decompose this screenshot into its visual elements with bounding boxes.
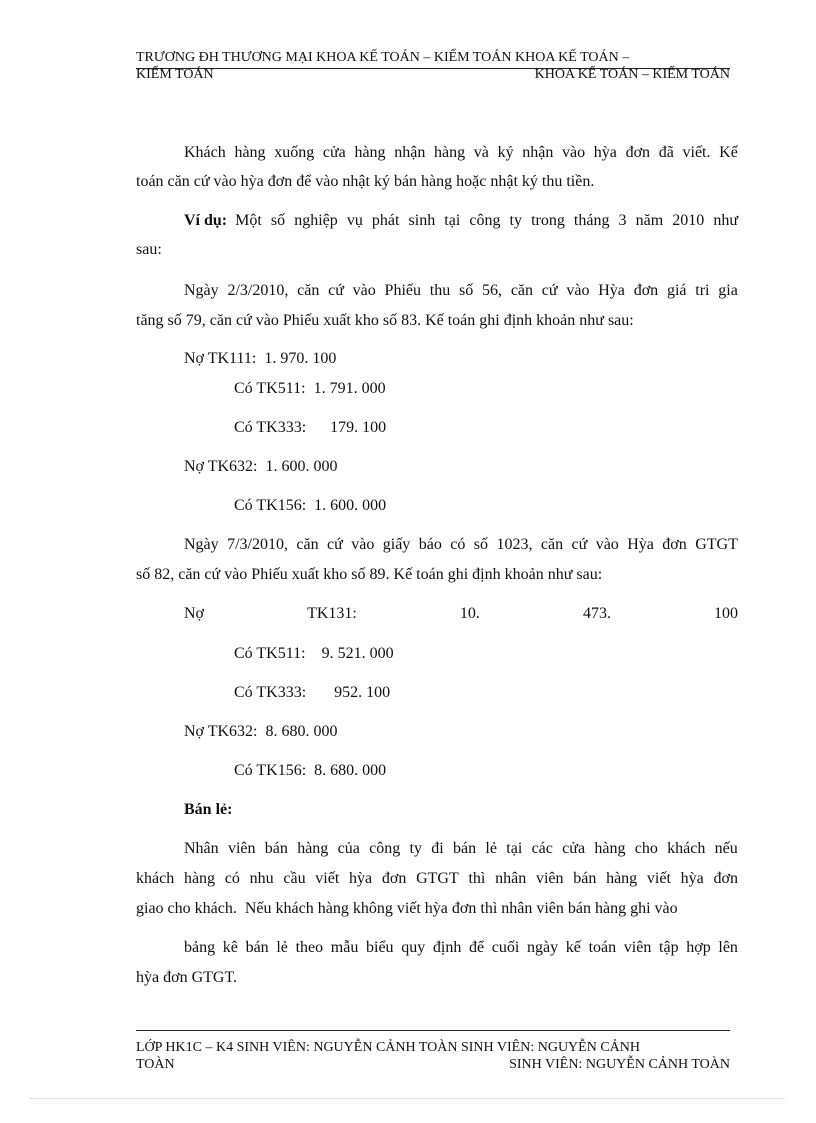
word: cầu (283, 870, 306, 887)
word: khách (667, 840, 706, 857)
word: ty (409, 840, 422, 857)
word: lên (718, 939, 738, 956)
word: bán (453, 840, 477, 857)
entry-2-debit-tk131 (184, 605, 738, 623)
footer-line-2-left: TOÀN (136, 1057, 175, 1072)
paragraph-3-line-1 (184, 536, 738, 554)
word: toán (588, 939, 617, 956)
word: vào (351, 536, 375, 553)
retail-line-1 (184, 840, 738, 858)
word: nhu (249, 870, 274, 887)
example-line-1 (184, 212, 738, 230)
word: các (531, 840, 553, 857)
word: năm (635, 212, 664, 229)
word: ký (497, 144, 514, 161)
word: 2/3/2010, (227, 282, 289, 299)
word: 56, (482, 282, 503, 299)
word: căn (296, 536, 319, 553)
entry-2-debit-tk632: Nợ TK632: 8. 680. 000 (184, 723, 338, 740)
word: nếu (714, 840, 738, 857)
word: 3 (618, 212, 627, 229)
entry-2-credit-tk156: Có TK156: 8. 680. 000 (234, 762, 387, 779)
footer-line-2 (136, 1057, 730, 1072)
word: gia (718, 282, 738, 299)
header-line-2-left: KIỂM TOÁN (136, 67, 214, 82)
word: viên (227, 840, 256, 857)
word: kê (222, 939, 238, 956)
word: GTGT (416, 870, 459, 887)
word: viên (623, 939, 652, 956)
word: hàng (297, 840, 329, 857)
word: đơn (662, 536, 687, 553)
example-text (235, 212, 738, 230)
retail-line-4 (184, 939, 738, 957)
word: hàng (234, 144, 266, 161)
word: có (450, 536, 466, 553)
word: đi (431, 840, 444, 857)
word: hàng (594, 840, 626, 857)
word: có (224, 870, 240, 887)
entry-1-debit-tk111: Nợ TK111: 1. 970. 100 (184, 350, 337, 367)
word: thu (429, 282, 451, 299)
word: cứ (328, 282, 344, 299)
header-line-1: TRƯƠNG ĐH THƯƠNG MẠI KHOA KẾ TOÁN – KIỂM TOÁN KHOA KẾ TOÁN – (136, 50, 630, 65)
word: Nợ (184, 605, 205, 622)
page-edge-dots (30, 1098, 786, 1099)
word: của (337, 840, 360, 857)
footer-rule (136, 1030, 730, 1031)
word: theo (295, 939, 324, 956)
word: nghiệp (294, 212, 338, 229)
word: viết (315, 870, 340, 887)
word: hàng (434, 144, 466, 161)
entry-2-credit-tk333: Có TK333: 952. 100 (234, 684, 391, 701)
entry-1-credit-tk333: Có TK333: 179. 100 (234, 419, 387, 436)
word: vào (595, 536, 619, 553)
word: tháng (573, 212, 610, 229)
word: đã (658, 144, 674, 161)
word: bán (264, 840, 288, 857)
word: Phiếu (384, 282, 421, 299)
word: vào (562, 144, 586, 161)
word: kế (565, 939, 581, 956)
word: hỳa (593, 144, 617, 161)
example-line-2: sau: (136, 241, 162, 258)
word: tại (506, 840, 523, 857)
word: viết. (682, 144, 711, 161)
entry-2-credit-tk511: Có TK511: 9. 521. 000 (234, 645, 394, 662)
word: định (432, 939, 462, 956)
word: xuống (274, 144, 315, 161)
word: Ngày (184, 282, 219, 299)
footer-line-2-right: SINH VIÊN: NGUYỄN CẢNH TOÀN (509, 1057, 730, 1072)
word: sinh (408, 212, 436, 229)
word: 10. (459, 605, 480, 622)
word: Khách (184, 144, 226, 161)
word: nhận (394, 144, 426, 161)
retail-heading: Bán lẻ: (184, 801, 233, 818)
word: công (369, 840, 401, 857)
example-label: Ví dụ: (184, 212, 228, 229)
paragraph-3-line-2: số 82, căn cứ vào Phiếu xuất kho số 89. Kế toán ghi định khoản như sau: (136, 566, 603, 583)
word: giá (666, 282, 687, 299)
paragraph-1-line-1 (184, 144, 738, 162)
word: vụ (346, 212, 363, 229)
word: quy (401, 939, 426, 956)
retail-line-5: hỳa đơn GTGT. (136, 969, 238, 986)
word: hỳa (349, 870, 373, 887)
word: Hỳa (598, 282, 625, 299)
word: Hỳa (627, 536, 654, 553)
word: hàng (354, 144, 386, 161)
word: trong (531, 212, 565, 229)
word: Một (235, 212, 262, 229)
word: GTGT (695, 536, 738, 553)
word: TK131: (307, 605, 357, 622)
word: căn (540, 536, 564, 553)
word: viên (535, 870, 564, 887)
word: 473. (582, 605, 611, 622)
word: số (459, 282, 474, 299)
word: hàng (606, 870, 638, 887)
entry-1-debit-tk632: Nợ TK632: 1. 600. 000 (184, 458, 338, 475)
word: và (473, 144, 489, 161)
word: để (469, 939, 485, 956)
word: căn (510, 282, 534, 299)
word: vào (352, 282, 376, 299)
paragraph-1-line-2: toán căn cứ vào hỳa đơn để vào nhật ký bán hàng hoặc nhật ký thu tiền. (136, 173, 595, 190)
word: cứ (541, 282, 558, 299)
word: khách (136, 870, 175, 887)
word: giấy (382, 536, 411, 553)
word: lẻ (276, 939, 288, 956)
word: báo (418, 536, 442, 553)
word: biểu (366, 939, 394, 956)
word: công (469, 212, 501, 229)
word: viết (646, 870, 671, 887)
word: 2010 (672, 212, 705, 229)
retail-line-3: giao cho khách. Nếu khách hàng không viết hỳa đơn thì nhân viên bán hàng ghi vào (136, 900, 678, 917)
word: nhân (495, 870, 527, 887)
footer-line-1: LỚP HK1C – K4 SINH VIÊN: NGUYỄN CẢNH TOÀN SINH VIÊN: NGUYỄN CẢNH (136, 1040, 640, 1055)
word: ngày (527, 939, 559, 956)
word: bán (573, 870, 597, 887)
word: nhận (522, 144, 554, 161)
word: số (270, 212, 286, 229)
entry-1-credit-tk511: Có TK511: 1. 791. 000 (234, 380, 386, 397)
word: cứ (327, 536, 343, 553)
word: cho (634, 840, 658, 857)
word: tại (444, 212, 461, 229)
word: Kế (719, 144, 738, 161)
word: căn (297, 282, 320, 299)
word: cửa (562, 840, 586, 857)
word: đơn (625, 144, 651, 161)
word: ty (509, 212, 522, 229)
word: lẻ (485, 840, 497, 857)
word: tập (659, 939, 679, 956)
word: cuối (491, 939, 520, 956)
word: như (713, 212, 738, 229)
header-line-2 (136, 67, 730, 82)
word: cứ (571, 536, 588, 553)
word: 100 (713, 605, 738, 622)
word: 1023, (496, 536, 533, 553)
word: bán (245, 939, 269, 956)
paragraph-2-line-2: tăng số 79, căn cứ vào Phiếu xuất kho số 83. Kế toán ghi định khoản như sau: (136, 312, 634, 329)
word: vào (566, 282, 590, 299)
word: Ngày (184, 536, 219, 553)
word: mẫu (330, 939, 359, 956)
retail-line-2 (136, 870, 738, 888)
word: Nhân (184, 840, 219, 857)
word: cửa (322, 144, 346, 161)
word: đơn (633, 282, 659, 299)
paragraph-2-line-1 (184, 282, 738, 300)
word: đơn (381, 870, 407, 887)
word: phát (371, 212, 400, 229)
word: tri (695, 282, 710, 299)
word: hỳa (680, 870, 704, 887)
word: số (473, 536, 489, 553)
word: hàng (183, 870, 216, 887)
word: thì (468, 870, 486, 887)
word: hợp (686, 939, 711, 956)
entry-1-credit-tk156: Có TK156: 1. 600. 000 (234, 497, 387, 514)
word: bảng (184, 939, 216, 956)
word: đơn (713, 870, 738, 887)
word: 7/3/2010, (227, 536, 288, 553)
header-line-2-right: KHOA KẾ TOÁN – KIỂM TOÁN (534, 67, 730, 82)
